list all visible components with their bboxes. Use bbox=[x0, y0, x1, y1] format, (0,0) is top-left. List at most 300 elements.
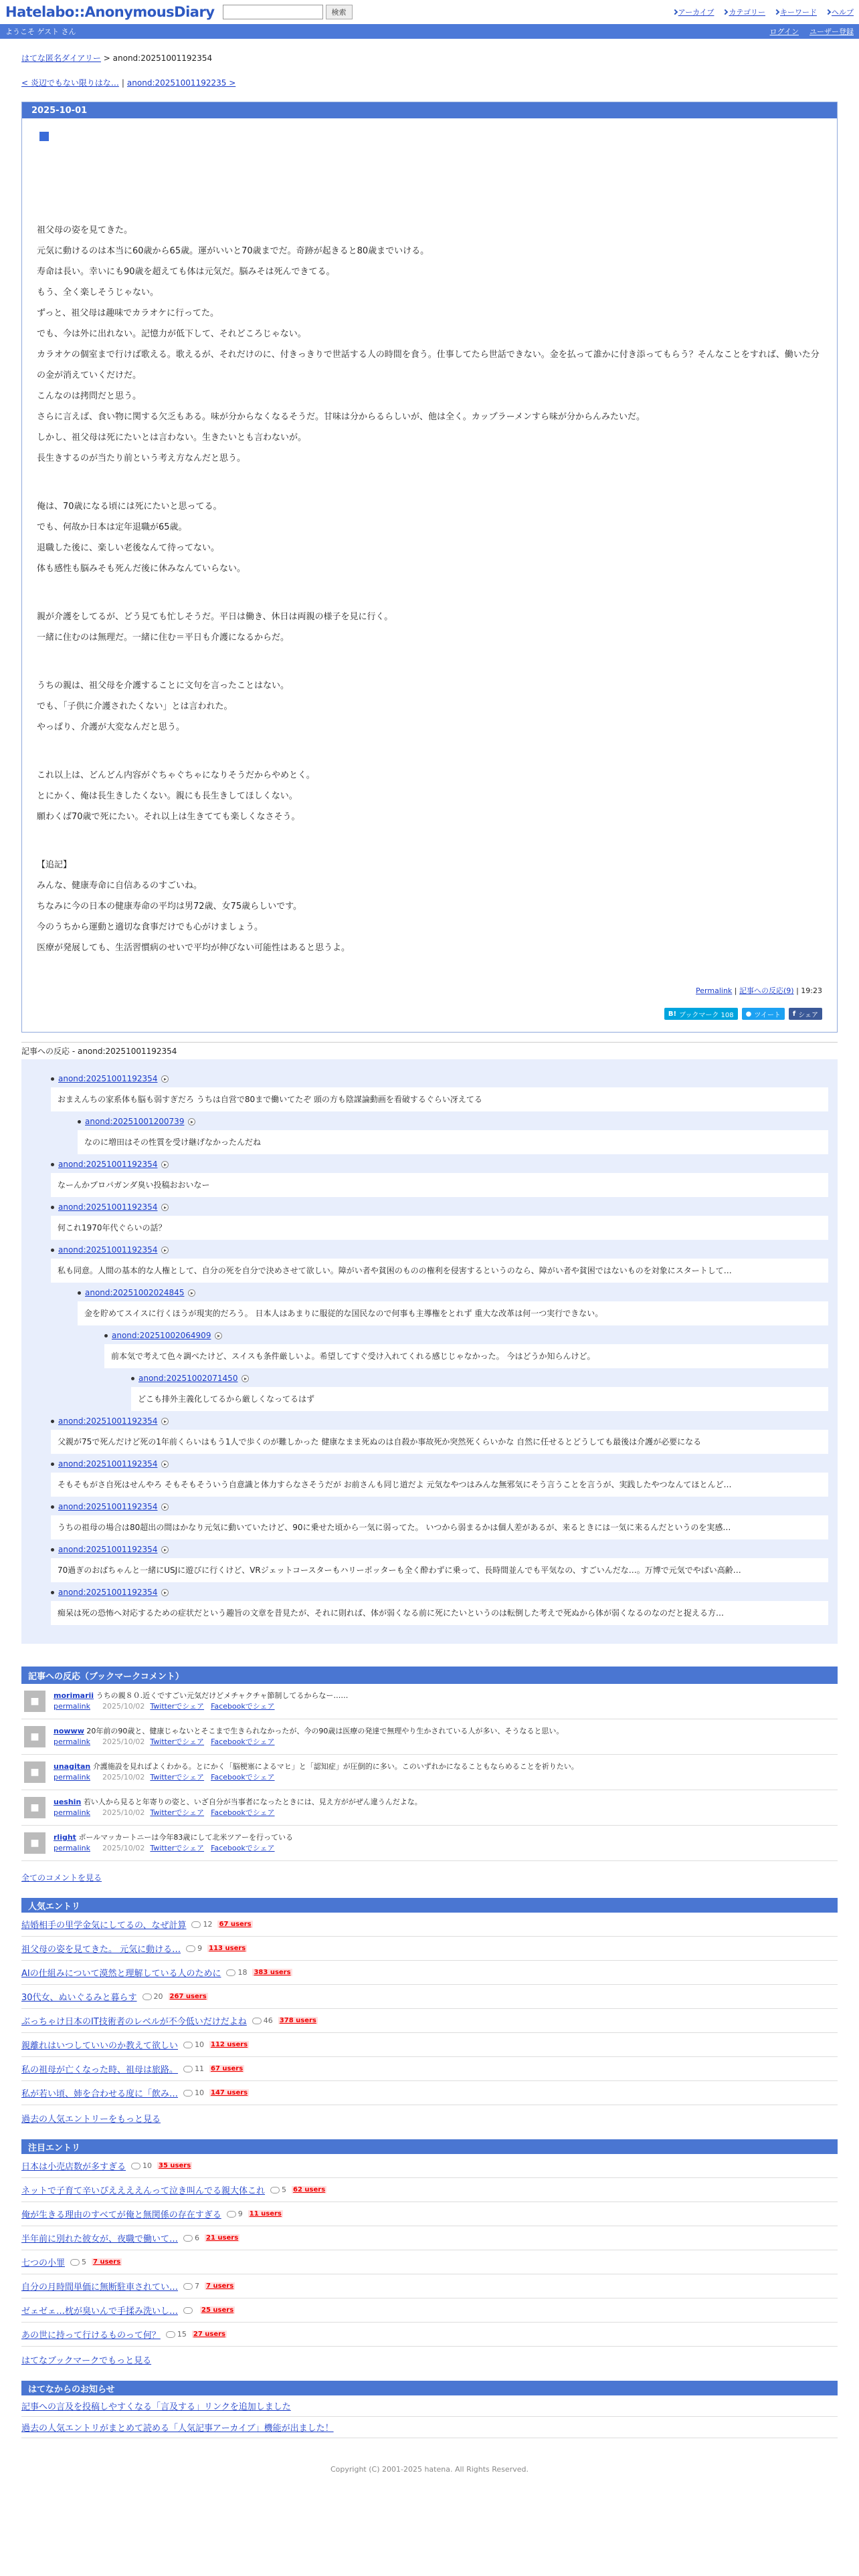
tweet-label: ツイート bbox=[754, 1011, 781, 1019]
comment-bubble-icon bbox=[270, 2187, 280, 2193]
post-time: 19:23 bbox=[801, 986, 822, 995]
hatena-bookmark-label: ブックマーク 108 bbox=[679, 1011, 734, 1019]
article-line: カラオケの個室まで行けば歌える。歌えるが、それだけのに、付きっきりで世話する人の時間を食う。仕事してたら世話できない。金を払って誰かに付き添ってもらう？そんなことをすれば、働いた分の金が消えていくだけだ。 bbox=[37, 350, 820, 381]
article-paragraph bbox=[37, 744, 822, 827]
toggle-icon[interactable]: ▸ bbox=[161, 1075, 169, 1083]
hatena-notices bbox=[21, 2381, 838, 2438]
comment-count bbox=[131, 2161, 152, 2170]
bird-icon: ● bbox=[745, 1010, 752, 1018]
bookmark-users-badge[interactable]: 25 users bbox=[201, 2306, 234, 2314]
bullet-icon bbox=[51, 1463, 54, 1466]
article-paragraph bbox=[37, 220, 822, 469]
bullet-icon bbox=[51, 1206, 54, 1209]
article-line: 【追記】 bbox=[37, 860, 72, 870]
main-content bbox=[21, 39, 838, 2474]
bookmark-comments bbox=[21, 1684, 838, 1861]
bookmark-comment-text: うちの親８０.近くですごい元気だけどメチャクチャ節制してるからなー…… bbox=[96, 1691, 349, 1700]
comment-count bbox=[183, 2307, 195, 2314]
reaction-id-link[interactable]: anond:20251001192354 bbox=[58, 1545, 158, 1554]
article-line: しかし、祖父母は死にたいとは言わない。生きたいとも言わないが。 bbox=[37, 433, 307, 443]
facebook-share-link[interactable]: Facebookでシェア bbox=[211, 1808, 275, 1817]
comment-count-value: 9 bbox=[237, 2210, 243, 2218]
attention-header: 注目エントリ bbox=[21, 2139, 838, 2154]
footer-copyright: Copyright (C) 2001-2025 hatena. All Rights Reserved. bbox=[330, 2465, 529, 2474]
hatena-bookmark-button[interactable] bbox=[664, 1008, 738, 1020]
comment-bubble-icon bbox=[191, 1921, 201, 1928]
reaction-node bbox=[51, 1202, 828, 1240]
reaction-header bbox=[51, 1074, 828, 1083]
reaction-node bbox=[104, 1331, 828, 1368]
bookmark-users-badge[interactable]: 21 users bbox=[206, 2234, 239, 2242]
entry-title-link[interactable]: 親離れはいつしていいのか教えて欲しい bbox=[21, 2041, 179, 2051]
comment-count bbox=[70, 2258, 86, 2266]
bullet-icon bbox=[51, 1548, 54, 1551]
reaction-node bbox=[51, 1245, 828, 1283]
bookmark-permalink[interactable]: permalink bbox=[54, 1773, 90, 1782]
comment-count bbox=[183, 2088, 204, 2097]
comment-count bbox=[142, 1992, 163, 2001]
article-paragraph bbox=[37, 586, 822, 648]
comment-bubble-icon bbox=[186, 1945, 195, 1952]
site-logo[interactable]: Hatelabo::AnonymousDiary bbox=[5, 4, 215, 20]
bookmark-permalink[interactable]: permalink bbox=[54, 1702, 90, 1711]
reaction-node bbox=[51, 1416, 828, 1454]
entry-title-link[interactable]: 俺が生きる理由のすべてが俺と無関係の存在すぎる bbox=[21, 2210, 221, 2220]
article-line: ちなみに今の日本の健康寿命の平均は男72歳、女75歳らしいです。 bbox=[37, 901, 302, 911]
article-paragraph bbox=[37, 655, 822, 738]
article-line: でも、何故か日本は定年退職が65歳。 bbox=[37, 522, 187, 532]
bookmark-content bbox=[54, 1832, 293, 1854]
entry-title-link[interactable]: 30代女、ぬいぐるみと暮らす bbox=[21, 1993, 137, 2003]
reaction-node bbox=[51, 1074, 828, 1111]
reaction-excerpt: なのに増田はその性質を受け継げなかったんだね bbox=[78, 1130, 828, 1154]
twitter-share-link[interactable]: Twitterでシェア bbox=[150, 1702, 205, 1711]
comment-bubble-icon bbox=[183, 2307, 193, 2314]
reaction-id-link[interactable]: anond:20251002024845 bbox=[85, 1288, 185, 1297]
register-link[interactable]: ユーザー登録 bbox=[809, 27, 854, 36]
entry-title-link[interactable]: ゼェゼェ…枕が臭いんで手揉み洗いし… bbox=[21, 2306, 179, 2317]
breadcrumb-home[interactable]: はてな匿名ダイアリー bbox=[21, 53, 101, 63]
article-line: 退職した後に、楽しい老後なんて待ってない。 bbox=[37, 543, 220, 553]
article-line: とにかく、俺は長生きしたくない。親にも長生きしてほしくない。 bbox=[37, 791, 298, 801]
article-line: 寿命は長い。幸いにも90歳を超えても体は元気だ。脳みそは死んできてる。 bbox=[37, 267, 335, 277]
notice-link[interactable]: 過去の人気エントリがまとめて読める「人気記事アーカイブ」機能が出ました！ bbox=[21, 2424, 334, 2434]
article-line: 医療が発展しても、生活習慣病のせいで平均が伸びない可能性はあると思うよ。 bbox=[37, 943, 351, 953]
reaction-excerpt: 私も同意。人間の基本的な人権として、自分の死を自分で決めさせて欲しい。障がい者や貧困のものの権利を侵害するというのなら、障がい者や貧困ではないものを対象にスタートして… bbox=[51, 1259, 828, 1283]
bookmark-users-badge[interactable]: 7 users bbox=[93, 2258, 121, 2266]
bookmark-permalink[interactable]: permalink bbox=[54, 1808, 90, 1817]
article-body bbox=[22, 118, 837, 1032]
diary-article bbox=[21, 102, 838, 1033]
bookmark-user[interactable]: morimarii bbox=[54, 1691, 94, 1700]
bullet-icon bbox=[51, 1420, 54, 1423]
reaction-header bbox=[78, 1288, 828, 1297]
all-comments-link[interactable]: 全てのコメントを見る bbox=[21, 1873, 102, 1883]
reaction-node bbox=[51, 1588, 828, 1625]
avatar[interactable]: ■ bbox=[24, 1797, 45, 1818]
permalink[interactable]: Permalink bbox=[696, 986, 733, 995]
notice-item bbox=[21, 2417, 838, 2438]
entry-item bbox=[21, 2178, 838, 2202]
bookmark-users-badge[interactable]: 383 users bbox=[254, 1969, 291, 1976]
facebook-share-link[interactable]: Facebookでシェア bbox=[211, 1737, 275, 1746]
article-line: こんなのは拷問だと思う。 bbox=[37, 391, 142, 401]
reaction-header bbox=[78, 1117, 828, 1126]
prev-entry-link[interactable]: < 炎辺でもない限りはな… bbox=[21, 78, 119, 88]
comment-bubble-icon bbox=[131, 2163, 140, 2169]
entry-item bbox=[21, 1937, 838, 1961]
article-line: 元気に動けるのは本当に60歳から65歳。運がいいと70歳までだ。奇跡が起きると80歳までいける。 bbox=[37, 246, 430, 256]
comment-bubble-icon bbox=[252, 2018, 262, 2024]
top-nav-item bbox=[673, 7, 714, 17]
comment-bubble-icon bbox=[183, 2090, 193, 2097]
article-line: 俺は、70歳になる頃には死にたいと思ってる。 bbox=[37, 502, 222, 512]
article-meta: Permalink | 記事への反応(9) | 19:23 bbox=[696, 986, 822, 995]
bookmark-users-badge[interactable]: 11 users bbox=[249, 2210, 282, 2218]
blank-line bbox=[37, 655, 822, 675]
bookmark-users-badge[interactable]: 7 users bbox=[206, 2282, 234, 2290]
reactions-link[interactable]: 記事への反応(9) bbox=[739, 986, 794, 995]
bookmark-actions bbox=[54, 1772, 579, 1783]
bookmark-comment-text: ポールマッカートニーは今年83歳にして北米ツアーを行っている bbox=[78, 1833, 294, 1842]
comment-count bbox=[183, 2040, 204, 2049]
reaction-excerpt: 70過ぎのおばちゃんと一緒にUSJに遊びに行くけど、VRジェットコースターもハリーポッターも全く酔わずに乗って、長時間並んでも平気なの、すごいんだな…。万博で元気でやばい高齢… bbox=[51, 1558, 828, 1582]
bookmark-comment bbox=[21, 1684, 838, 1719]
entry-title-link[interactable]: 結婚相手の里学金気にしてるの、なぜ計算 bbox=[21, 1921, 187, 1931]
entry-item bbox=[21, 1985, 838, 2009]
article-line: さらに言えば、食い物に関する欠乏もある。味が分からなくなるそうだ。甘味は分からるらしいが、他は全く。カップラーメンすら味が分からんみたいだ。 bbox=[37, 412, 645, 422]
twitter-share-link[interactable]: Twitterでシェア bbox=[150, 1844, 205, 1852]
reaction-id-link[interactable]: anond:20251001192354 bbox=[58, 1074, 158, 1083]
top-nav-item bbox=[723, 7, 765, 17]
entry-title-link[interactable]: 日本は小売店数が多すぎる bbox=[21, 2162, 126, 2172]
top-nav-link[interactable]: キーワード bbox=[780, 8, 817, 17]
reaction-id-link[interactable]: anond:20251001192354 bbox=[58, 1160, 158, 1169]
bookmark-user[interactable]: nowww bbox=[54, 1727, 84, 1735]
bullet-icon bbox=[51, 1077, 54, 1081]
article-paragraph bbox=[37, 834, 822, 958]
reaction-id-link[interactable]: anond:20251001192354 bbox=[58, 1588, 158, 1597]
reaction-id-link[interactable]: anond:20251002064909 bbox=[112, 1331, 211, 1340]
comment-bubble-icon bbox=[183, 2235, 193, 2242]
reaction-id-link[interactable]: anond:20251001192354 bbox=[58, 1245, 158, 1255]
reaction-node bbox=[51, 1502, 828, 1539]
article-line: ずっと、祖父母は趣味でカラオケに行ってた。 bbox=[37, 308, 219, 318]
article-line: 体も感性も脳みそも死んだ後に休みなんていらない。 bbox=[37, 564, 246, 574]
entry-item bbox=[21, 2202, 838, 2226]
comment-count-value: 9 bbox=[197, 1944, 203, 1953]
comment-count bbox=[270, 2185, 286, 2194]
bookmark-actions bbox=[54, 1843, 293, 1854]
reaction-excerpt: どこも排外主義化してるから厳しくなってるはず bbox=[131, 1387, 828, 1411]
reaction-id-link[interactable]: anond:20251001192354 bbox=[58, 1202, 158, 1212]
bookmark-user[interactable]: ueshin bbox=[54, 1798, 82, 1806]
reaction-excerpt: おまえんちの家系体も脳も弱すぎだろ うちは自営で80まで働いてたぞ 頭の方も陰謀論動画を看破するぐらい冴えてる bbox=[51, 1087, 828, 1111]
reaction-node bbox=[51, 1160, 828, 1197]
chevron-right-icon bbox=[826, 9, 831, 15]
top-bar bbox=[0, 0, 859, 24]
entry-pager bbox=[21, 77, 838, 88]
next-entry-link[interactable]: anond:20251001192235 > bbox=[126, 78, 236, 88]
entry-item bbox=[21, 2057, 838, 2081]
bookmark-comment bbox=[21, 1826, 838, 1861]
bullet-icon bbox=[51, 1591, 54, 1594]
comment-count bbox=[226, 1968, 247, 1977]
blank-line bbox=[37, 586, 822, 607]
bookmark-date: 2025/10/02 bbox=[102, 1844, 145, 1852]
toggle-icon[interactable]: ▸ bbox=[188, 1289, 195, 1297]
facebook-icon: f bbox=[792, 1010, 796, 1018]
bookmark-actions bbox=[54, 1737, 563, 1747]
comment-count bbox=[252, 2016, 273, 2025]
article-line: みんな、健康寿命に自信あるのすごいね。 bbox=[37, 881, 203, 891]
top-nav-link[interactable]: カテゴリー bbox=[729, 8, 765, 17]
search-button[interactable]: 検索 bbox=[326, 5, 353, 19]
comment-bubble-icon bbox=[183, 2042, 193, 2048]
welcome-text: ようこそ ゲスト さん bbox=[5, 27, 76, 36]
entry-item bbox=[21, 2081, 838, 2105]
facebook-share-label: シェア bbox=[798, 1011, 818, 1019]
comment-bubble-icon bbox=[166, 2331, 175, 2338]
entry-title-link[interactable]: 自分の月時間単価に無断駐車されてい… bbox=[21, 2282, 179, 2292]
top-nav-link[interactable]: アーカイブ bbox=[678, 8, 714, 17]
popular-header: 人気エントリ bbox=[21, 1898, 838, 1913]
entry-title-link[interactable]: 半年前に別れた彼女が、夜職で働いて… bbox=[21, 2234, 179, 2244]
entry-title-link[interactable]: ぶっちゃけ日本のIT技術者のレベルが不今低いだけだよね bbox=[21, 2017, 247, 2027]
bookmark-users-badge[interactable]: 27 users bbox=[193, 2331, 226, 2338]
blank-line bbox=[37, 834, 822, 855]
bookmark-users-badge[interactable]: 112 users bbox=[211, 2041, 248, 2048]
comment-count bbox=[186, 1944, 202, 1953]
comment-count-value: 12 bbox=[203, 1920, 213, 1929]
bookmark-users-badge[interactable]: 267 users bbox=[169, 1993, 207, 2000]
comment-count bbox=[166, 2330, 187, 2339]
reaction-id-link[interactable]: anond:20251001200739 bbox=[85, 1117, 185, 1126]
comment-count-value: 7 bbox=[195, 2282, 200, 2290]
comment-bubble-icon bbox=[142, 1994, 152, 2000]
bullet-icon bbox=[51, 1505, 54, 1509]
avatar[interactable]: ■ bbox=[24, 1726, 45, 1747]
comment-count bbox=[191, 1920, 212, 1929]
comment-count-value: 6 bbox=[195, 2234, 200, 2242]
article-line: もう、全く楽しそうじゃない。 bbox=[37, 288, 159, 298]
bookmark-comment-text: 若い人から見ると年寄りの姿と、いざ自分が当事者になったときには、見え方ががぜん違うんだよな。 bbox=[83, 1798, 422, 1806]
entry-title-link[interactable]: ネットで子育て辛いぴええええんって泣き叫んでる親大体これ bbox=[21, 2186, 266, 2196]
bookmark-users-badge[interactable]: 113 users bbox=[209, 1945, 246, 1952]
chevron-right-icon bbox=[723, 9, 728, 15]
facebook-share-link[interactable]: Facebookでシェア bbox=[211, 1702, 275, 1711]
facebook-share-link[interactable]: Facebookでシェア bbox=[211, 1773, 275, 1782]
avatar[interactable]: ■ bbox=[24, 1832, 45, 1854]
reaction-excerpt: 前本気で考えて色々調べたけど、スイスも条件厳しいよ。希望してすぐ受け入れてくれる感じじゃなかった。 今はどうか知らんけど。 bbox=[104, 1344, 828, 1368]
reaction-id-link[interactable]: anond:20251001192354 bbox=[58, 1459, 158, 1469]
comment-count bbox=[227, 2210, 243, 2218]
entry-item bbox=[21, 2250, 838, 2274]
toggle-icon[interactable]: ▸ bbox=[215, 1332, 222, 1339]
comment-count-value: 15 bbox=[177, 2330, 187, 2339]
entry-item bbox=[21, 2154, 838, 2178]
bookmark-users-badge[interactable]: 67 users bbox=[219, 1921, 252, 1928]
bookmark-user[interactable]: unagitan bbox=[54, 1762, 91, 1771]
toggle-icon[interactable]: ▸ bbox=[161, 1503, 169, 1511]
entry-title-link[interactable]: あの世に持って行けるものって何？ bbox=[21, 2331, 161, 2341]
reaction-excerpt: うちの祖母の場合は80超出の間はかなり元気に動いていたけど、90に乗せた頃から一気に弱ってた。 いつから弱まるかは個人差があるが、来るときには一気に来るんだというのを実感… bbox=[51, 1515, 828, 1539]
reaction-id-link[interactable]: anond:20251001192354 bbox=[58, 1502, 158, 1511]
reaction-header bbox=[51, 1545, 828, 1554]
pager-separator: | bbox=[121, 78, 124, 88]
avatar[interactable]: ■ bbox=[24, 1691, 45, 1712]
chevron-right-icon bbox=[774, 9, 779, 15]
blank-line bbox=[37, 475, 822, 496]
bookmark-actions bbox=[54, 1701, 348, 1712]
reaction-id-link[interactable]: anond:20251001192354 bbox=[58, 1416, 158, 1426]
reaction-excerpt: 痴呆は死の恐怖へ対応するための症状だという趣旨の文章を昔見たが、それに則れば、体が弱くなる前に死にたいというのは転倒した考えで死ぬから体が弱くなるのなのだと捉える方… bbox=[51, 1601, 828, 1625]
reaction-excerpt: 金を貯めてスイスに行くほうが現実的だろう。 日本人はあまりに服従的な国民なので何事も主導権をとれず 重大な改革は何一つ実行できない。 bbox=[78, 1301, 828, 1325]
bookmark-comment-text: 20年前の90歳と、健康じゃないとそこまで生きられなかったが、今の90歳は医療の発達で無理やり生かされている人が多い、そうなると思い。 bbox=[86, 1727, 564, 1735]
bookmark-permalink[interactable]: permalink bbox=[54, 1737, 90, 1746]
comment-bubble-icon bbox=[183, 2283, 193, 2290]
bookmark-permalink[interactable]: permalink bbox=[54, 1844, 90, 1852]
bookmark-users-badge[interactable]: 62 users bbox=[293, 2186, 326, 2193]
comment-bubble-icon bbox=[183, 2066, 193, 2072]
reaction-node bbox=[51, 1459, 828, 1497]
reaction-node bbox=[78, 1117, 828, 1154]
entry-item bbox=[21, 1913, 838, 1937]
article-line: 今のうちから運動と適切な食事だけでも心がけましょう。 bbox=[37, 922, 264, 932]
reaction-header bbox=[104, 1331, 828, 1340]
entry-title-link[interactable]: 私の祖母が亡くなった時、祖母は旅路。 bbox=[21, 2065, 179, 2075]
reaction-id-link[interactable]: anond:20251002071450 bbox=[138, 1374, 238, 1383]
comment-count-value: 10 bbox=[195, 2040, 205, 2049]
popular-entries bbox=[21, 1898, 838, 2125]
bullet-icon bbox=[78, 1120, 81, 1123]
comment-count-value: 5 bbox=[82, 2258, 87, 2266]
notices-header: はてなからのお知らせ bbox=[21, 2381, 838, 2395]
comment-count-value: 18 bbox=[237, 1968, 248, 1977]
top-nav-item bbox=[775, 7, 817, 17]
comment-count-value: 10 bbox=[195, 2088, 205, 2097]
attention-more-link[interactable]: はてなブックマークでもっと見る bbox=[21, 2356, 152, 2366]
twitter-share-link[interactable]: Twitterでシェア bbox=[150, 1808, 205, 1817]
toggle-icon[interactable]: ▸ bbox=[161, 1204, 169, 1211]
comment-count-value: 46 bbox=[263, 2016, 273, 2025]
article-line: やっぱり、介護が大変なんだと思う。 bbox=[37, 722, 185, 732]
toggle-icon[interactable]: ▸ bbox=[161, 1589, 169, 1596]
twitter-share-link[interactable]: Twitterでシェア bbox=[150, 1773, 205, 1782]
article-line: 一緒に住むのは無理だ。一緒に住む＝平日も介護になるからだ。 bbox=[37, 633, 290, 643]
entry-title-link[interactable]: 七つの小罪 bbox=[21, 2258, 66, 2268]
article-line: 願わくば70歳で死にたい。それ以上は生きてても楽しくなさそう。 bbox=[37, 812, 300, 822]
bookmark-users-badge[interactable]: 147 users bbox=[211, 2089, 248, 2097]
toggle-icon[interactable]: ▸ bbox=[161, 1247, 169, 1254]
top-nav-item bbox=[826, 7, 854, 17]
breadcrumb-current: anond:20251001192354 bbox=[112, 53, 213, 63]
avatar[interactable]: ■ bbox=[24, 1761, 45, 1783]
reaction-header bbox=[51, 1160, 828, 1169]
comment-count-value: 20 bbox=[153, 1992, 163, 2001]
reaction-header bbox=[51, 1245, 828, 1255]
bullet-icon bbox=[104, 1334, 108, 1337]
reaction-header bbox=[131, 1374, 828, 1383]
article-date: 2025-10-01 bbox=[22, 102, 837, 118]
bullet-icon bbox=[51, 1249, 54, 1252]
toggle-icon[interactable]: ▸ bbox=[161, 1546, 169, 1553]
entry-item bbox=[21, 1961, 838, 1985]
tweet-button[interactable] bbox=[742, 1008, 785, 1020]
bookmark-comment bbox=[21, 1790, 838, 1826]
entry-square-icon bbox=[39, 132, 49, 141]
breadcrumb-separator: > bbox=[103, 53, 110, 63]
bookmark-comment bbox=[21, 1755, 838, 1790]
notice-link[interactable]: 記事への言及を投稿しやすくなる「言及する」リンクを追加しました bbox=[21, 2402, 291, 2412]
welcome-bar bbox=[0, 24, 859, 39]
entry-title-link[interactable]: AIの仕組みについて漠然と理解している人のために bbox=[21, 1969, 221, 1979]
search-input[interactable] bbox=[223, 5, 323, 19]
reaction-excerpt: そもそもがさ自死はせんやろ そもそもそういう自意識と体力すらなさそうだが お前さんも同じ道だよ 元気なやつはみんな無邪気にそう言うことを言うが、実践したやつなんてほとんど… bbox=[51, 1473, 828, 1497]
bookmark-comments-header: 記事への反応（ブックマークコメント） bbox=[21, 1667, 838, 1684]
bookmark-user[interactable]: rlight bbox=[54, 1833, 76, 1842]
bookmark-content bbox=[54, 1691, 348, 1712]
bookmark-date: 2025/10/02 bbox=[102, 1702, 145, 1711]
bookmark-users-badge[interactable]: 378 users bbox=[279, 2017, 316, 2024]
twitter-share-link[interactable]: Twitterでシェア bbox=[150, 1737, 205, 1746]
login-link[interactable]: ログイン bbox=[769, 27, 799, 36]
reaction-excerpt: なーんかプロパガンダ臭い投稿おおいなー bbox=[51, 1173, 828, 1197]
article-line: 親が介護をしてるが、どう見ても忙しそうだ。平日は働き、休日は両親の様子を見に行く。 bbox=[37, 612, 393, 622]
popular-more-link[interactable]: 過去の人気エントリーをもっと見る bbox=[21, 2115, 161, 2125]
comment-count-value: 5 bbox=[282, 2185, 287, 2194]
bookmark-content bbox=[54, 1761, 579, 1783]
toggle-icon[interactable]: ▸ bbox=[161, 1418, 169, 1425]
bookmark-users-badge[interactable]: 35 users bbox=[159, 2162, 191, 2169]
bookmark-users-badge[interactable]: 67 users bbox=[211, 2065, 244, 2072]
share-buttons bbox=[37, 1008, 822, 1020]
bookmark-comment bbox=[21, 1719, 838, 1755]
toggle-icon[interactable]: ▸ bbox=[161, 1161, 169, 1168]
toggle-icon[interactable]: ▸ bbox=[242, 1375, 249, 1382]
entry-title-link[interactable]: 私が若い頃、姉を合わせる度に「飲み… bbox=[21, 2089, 179, 2099]
entry-item bbox=[21, 2274, 838, 2298]
reaction-node bbox=[78, 1288, 828, 1325]
entry-item bbox=[21, 2033, 838, 2057]
toggle-icon[interactable]: ▸ bbox=[188, 1118, 195, 1125]
reaction-header bbox=[51, 1202, 828, 1212]
entry-item bbox=[21, 2323, 838, 2347]
comment-bubble-icon bbox=[70, 2259, 80, 2266]
notice-item bbox=[21, 2395, 838, 2417]
facebook-share-link[interactable]: Facebookでシェア bbox=[211, 1844, 275, 1852]
comment-count bbox=[183, 2282, 199, 2290]
reaction-node bbox=[131, 1374, 828, 1411]
bookmark-comment-text: 介護施設を見ればよくわかる。とにかく「脳梗塞によるマヒ」と「認知症」が圧倒的に多い。このいずれかになることもならめることを祈りたい。 bbox=[92, 1762, 579, 1771]
facebook-share-button[interactable] bbox=[789, 1008, 822, 1020]
entry-item bbox=[21, 2298, 838, 2323]
bookmark-actions bbox=[54, 1808, 422, 1818]
entry-item bbox=[21, 2226, 838, 2250]
entry-title-link[interactable]: 祖父母の姿を見てきた。 元気に動ける… bbox=[21, 1945, 181, 1955]
blank-line bbox=[37, 744, 822, 765]
breadcrumb bbox=[21, 52, 838, 64]
top-nav-link[interactable]: ヘルプ bbox=[832, 8, 854, 17]
comment-count-value: 10 bbox=[142, 2161, 153, 2170]
toggle-icon[interactable]: ▸ bbox=[161, 1461, 169, 1468]
bullet-icon bbox=[131, 1377, 134, 1380]
article-line: 長生きするのが当たり前という考え方なんだと思う。 bbox=[37, 453, 246, 463]
article-line: 祖父母の姿を見てきた。 bbox=[37, 225, 133, 235]
top-nav bbox=[673, 7, 854, 17]
reaction-excerpt: 父親が75で死んだけど死の1年前くらいはもう1人で歩くのが難しかった 健康なまま死ぬのは自殺か事故死か突然死くらいかな 自然に任せるとどうしても最後は介護が必要になる bbox=[51, 1430, 828, 1454]
comment-bubble-icon bbox=[227, 2211, 236, 2218]
